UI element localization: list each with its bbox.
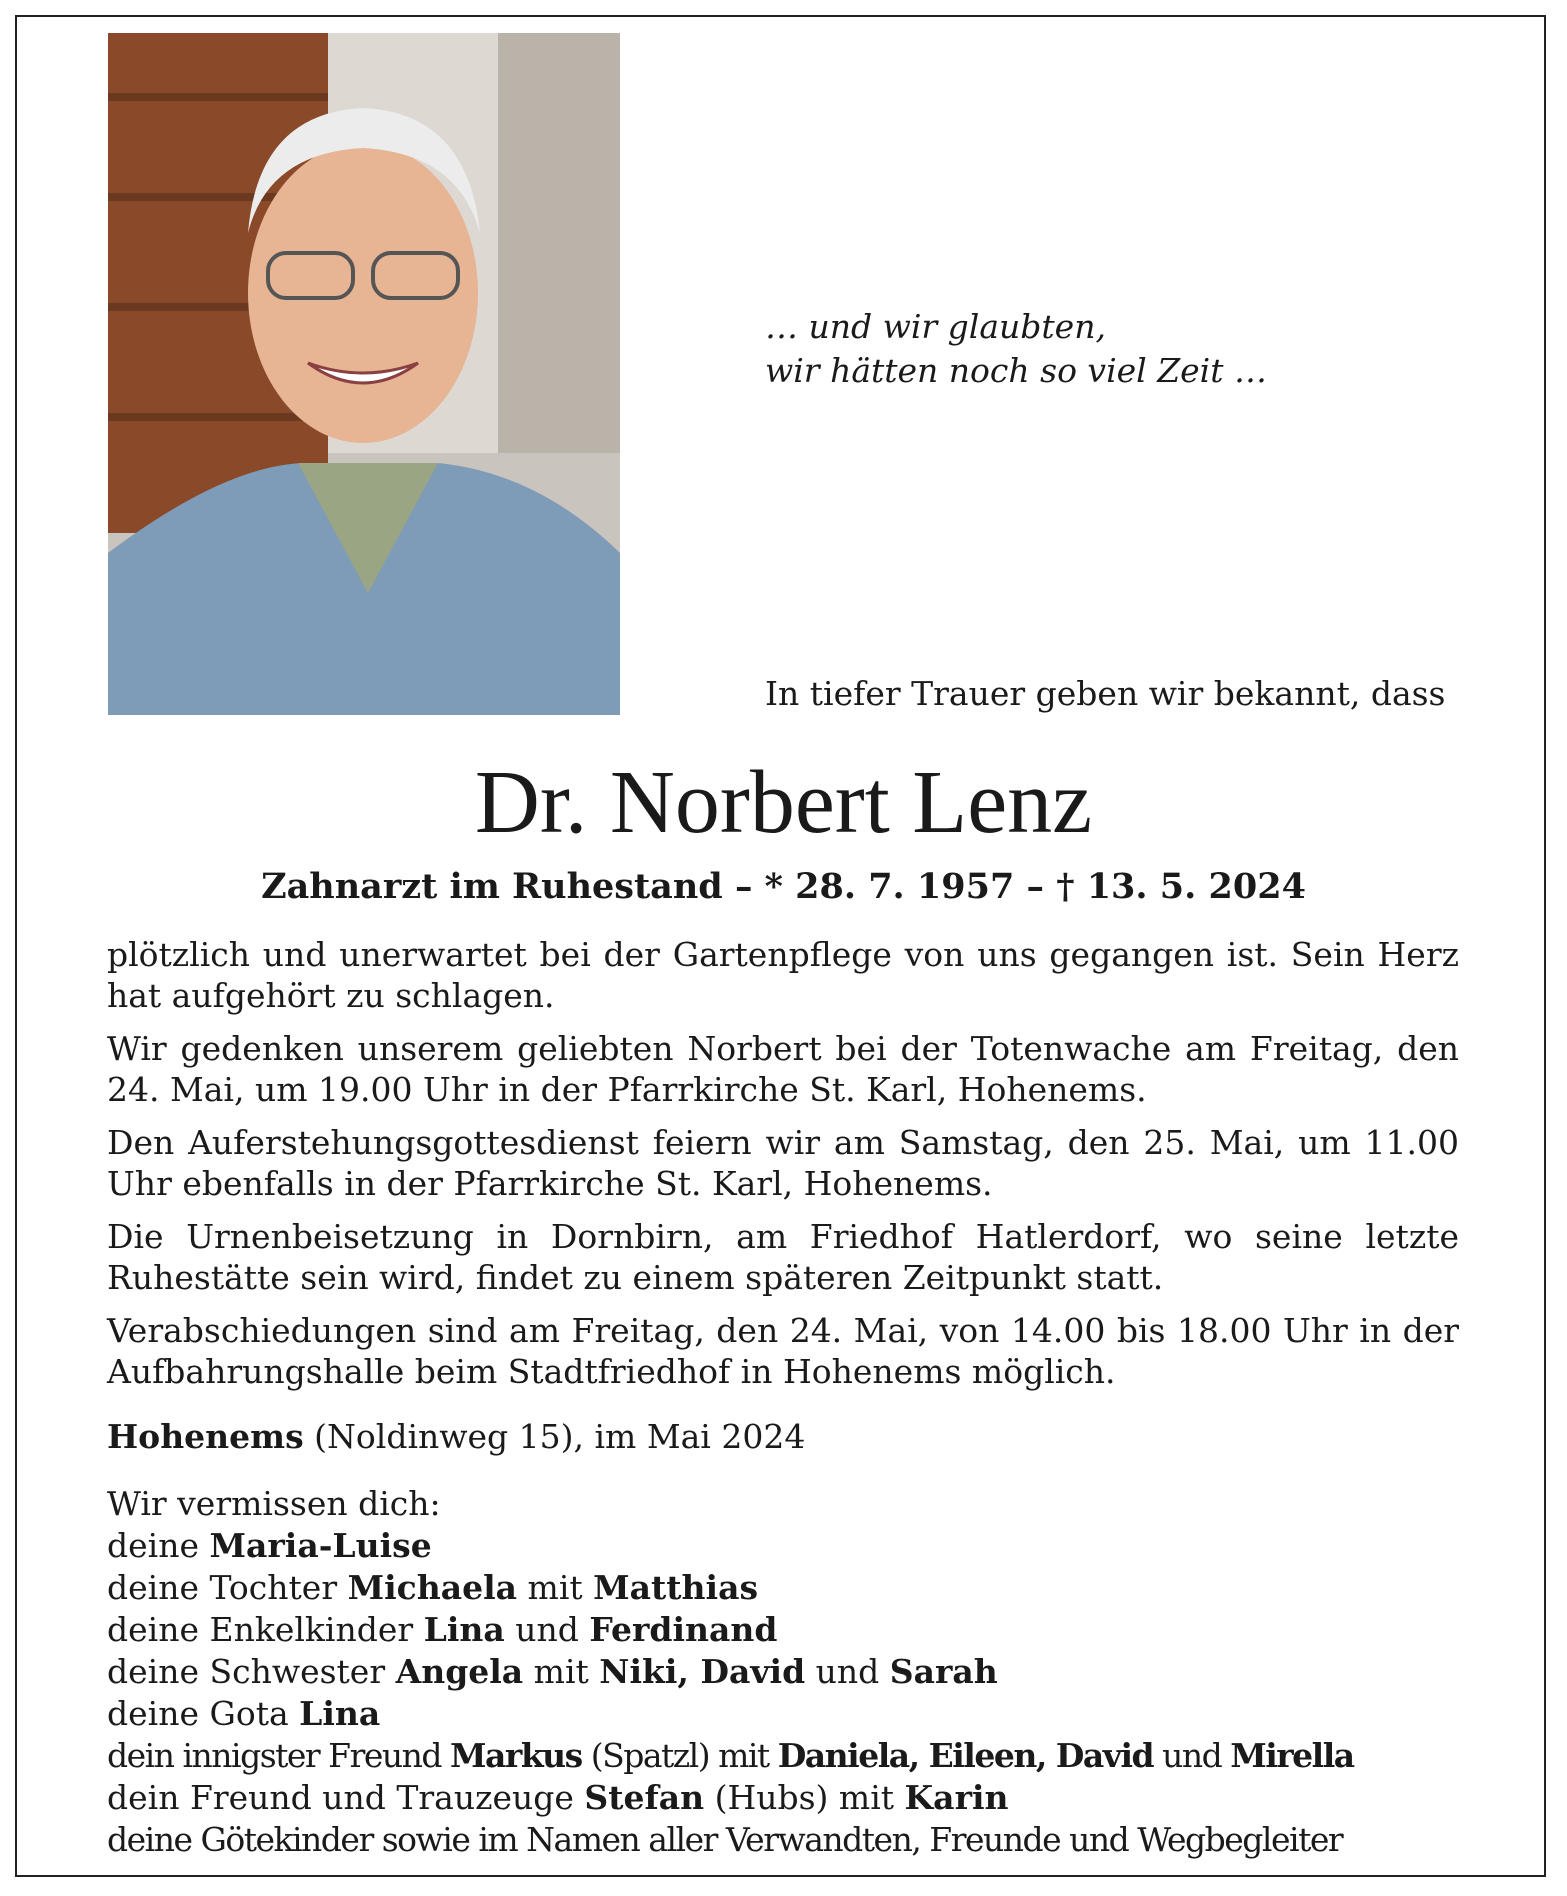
subtitle [0,862,1567,912]
place-date [107,1416,1459,1457]
paragraph: Wir gedenken unserem geliebten Norbert bei der Totenwache am Freitag, den 24. Mai, um 19.00 Uhr in der Pfarrkirche St. Karl, Hohenems. [107,1029,1459,1109]
paragraph: plötzlich und unerwartet bei der Gartenpflege von uns gegangen ist. Sein Herz hat aufgehört zu schlagen. [107,935,1459,1015]
profession: Zahnarzt im Ruhestand [261,866,723,907]
family-line: deine Enkelkinder Lina und Ferdinand [107,1610,778,1649]
family-line: deine Maria-Luise [107,1526,432,1565]
quote-line-1: … und wir glaubten, [765,307,1106,346]
paragraph: Den Auferstehungsgottesdienst feiern wir am Samstag, den 25. Mai, um 11.00 Uhr ebenfalls in der Pfarrkirche St. Karl, Hohenems. [107,1123,1459,1203]
portrait-photo [108,33,620,715]
family-line: deine Gota Lina [107,1694,381,1733]
family-line: dein innigster Freund Markus (Spatzl) mit Daniela, Eileen, David und Mirella [107,1736,1354,1775]
separator: – [722,866,765,907]
deceased-name: Dr. Norbert Lenz [474,753,1093,852]
obituary-body [107,934,1459,1861]
place-town: Hohenems [107,1417,304,1456]
family-line: deine Tochter Michaela mit Matthias [107,1568,759,1607]
family-intro: Wir vermissen dich: [107,1484,441,1523]
family-line: deine Götekinder sowie im Namen aller Verwandten, Freunde und Wegbegleiter [107,1820,1343,1859]
paragraph: Die Urnenbeisetzung in Dornbirn, am Friedhof Hatlerdorf, wo seine letzte Ruhestätte sein wird, findet zu einem späteren Zeitpunkt statt. [107,1217,1459,1297]
birth-date: * 28. 7. 1957 [764,866,1015,907]
family-line: deine Schwester Angela mit Niki, David und Sarah [107,1652,998,1691]
death-date: † 13. 5. 2024 [1056,866,1306,907]
quote [765,305,1267,393]
place-rest: (Noldinweg 15), im Mai 2024 [303,1417,806,1456]
family-line: dein Freund und Trauzeuge Stefan (Hubs) mit Karin [107,1778,1009,1817]
separator: – [1014,866,1057,907]
family-list [107,1483,1459,1861]
paragraph: Verabschiedungen sind am Freitag, den 24. Mai, von 14.00 bis 18.00 Uhr in der Aufbahrungshalle beim Stadtfriedhof in Hohenems möglich. [107,1311,1459,1391]
quote-line-2: wir hätten noch so viel Zeit … [765,351,1267,390]
announcement: In tiefer Trauer geben wir bekannt, dass [765,674,1446,713]
